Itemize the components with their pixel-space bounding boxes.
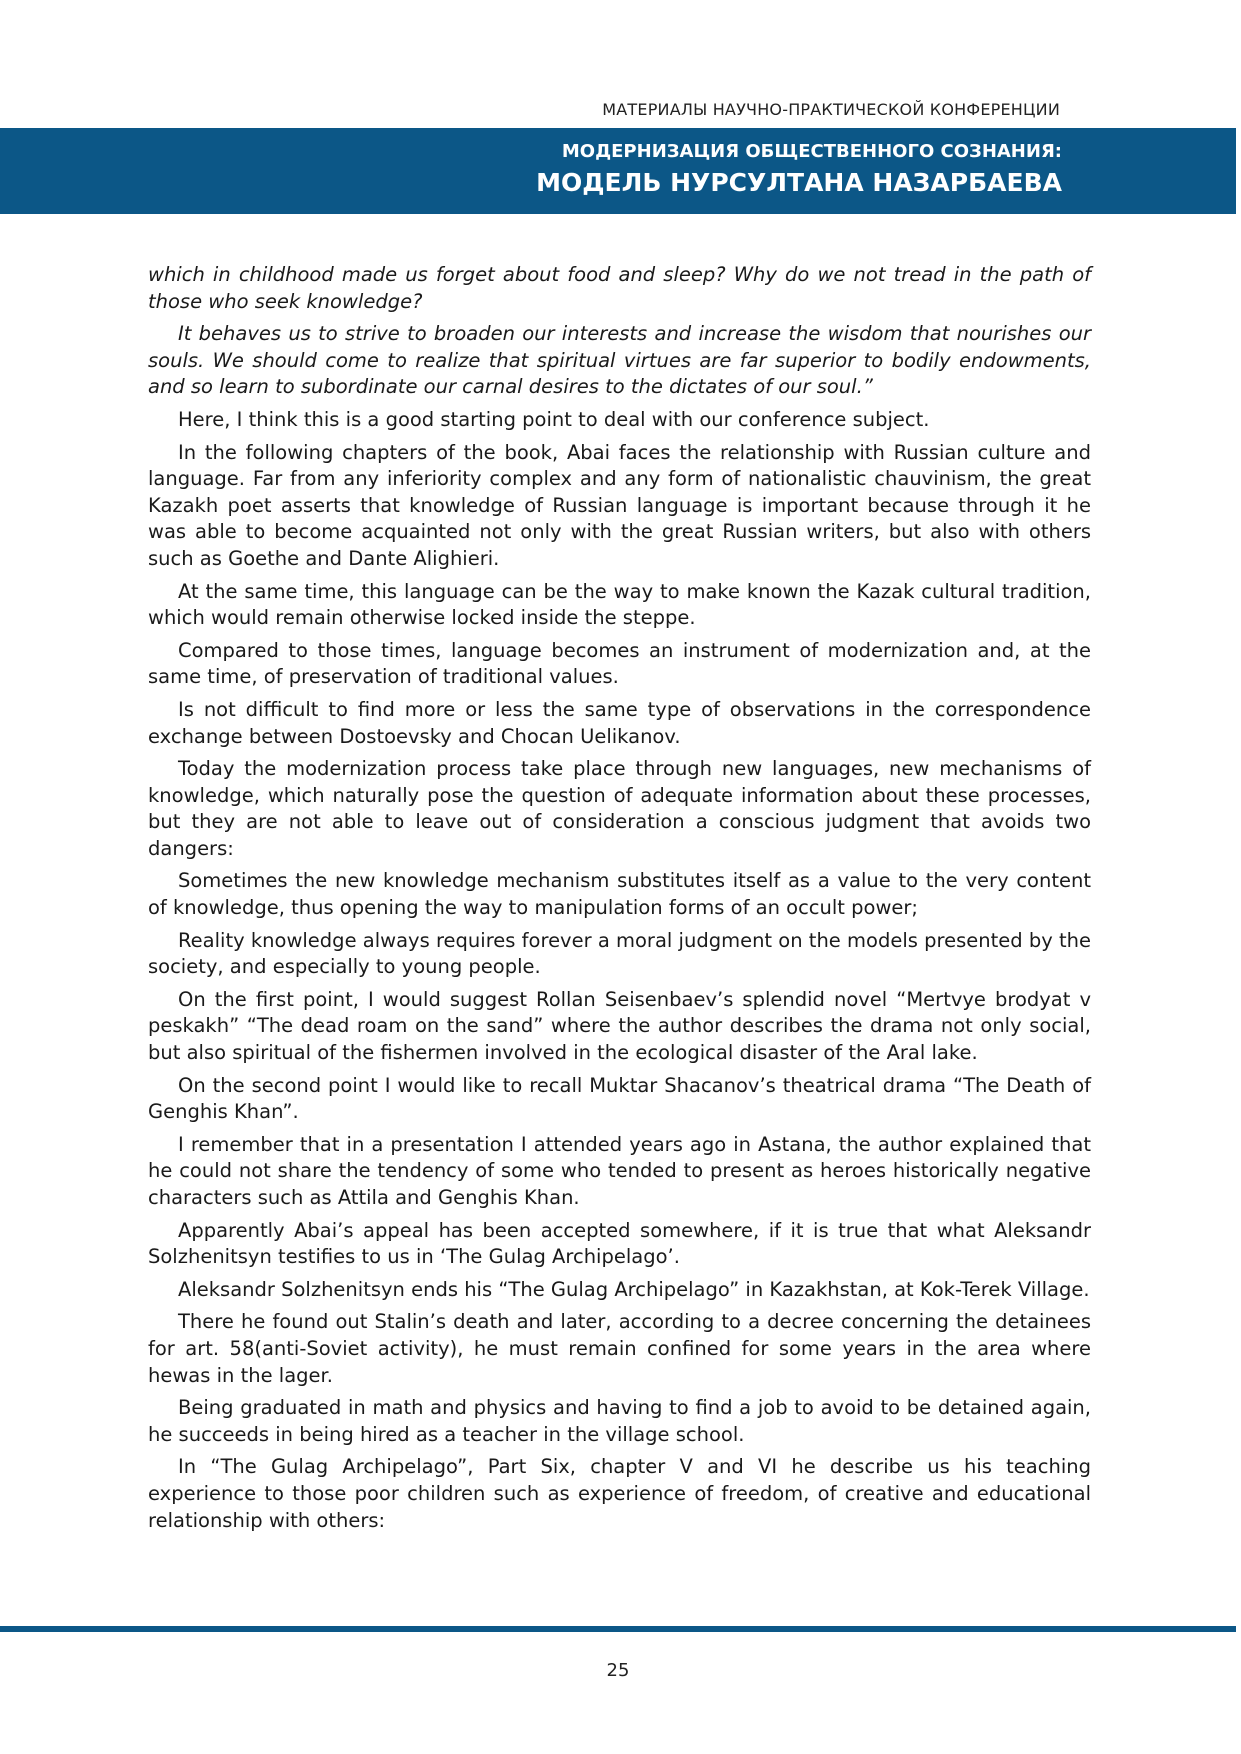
body-text — [148, 262, 1091, 1540]
paragraph: Today the modernization process take place through new languages, new mechanisms of knowledge, which naturally pose the question of adequate information about these processes, but they are not able to leave out of consideration a conscious judgment that avoids two dangers: — [148, 757, 1091, 860]
paragraph: There he found out Stalin’s death and later, according to a decree concerning the detainees for art. 58(anti-Soviet activity), he must remain confined for some years in the area where hewas in the lager. — [148, 1310, 1091, 1387]
paragraph: In the following chapters of the book, Abai faces the relationship with Russian culture and language. Far from any inferiority complex and any form of nationalistic chauvinism, the great Kazakh poet asserts that knowledge of Russian language is important because through it he was able to become acquainted not only with the great Russian writers, but also with others such as Goethe and Dante Alighieri. — [148, 440, 1091, 570]
paragraph: Here, I think this is a good starting point to deal with our conference subject. — [178, 407, 930, 431]
paragraph: On the second point I would like to recall Muktar Shacanov’s theatrical drama “The Death of Genghis Khan”. — [148, 1073, 1091, 1124]
page-number: 25 — [606, 1660, 630, 1681]
paragraph: which in childhood made us forget about food and sleep? Why do we not tread in the path of those who seek knowledge? — [148, 263, 1091, 313]
paragraph: Apparently Abai’s appeal has been accepted somewhere, if it is true that what Aleksandr Solzhenitsyn testifies to us in ‘The Gulag Archipelago’. — [148, 1218, 1091, 1269]
paragraph: Reality knowledge always requires forever a moral judgment on the models presented by the society, and especially to young people. — [148, 928, 1091, 979]
paragraph: Being graduated in math and physics and having to find a job to avoid to be detained again, he succeeds in being hired as a teacher in the village school. — [148, 1396, 1091, 1446]
paragraph: It behaves us to strive to broaden our interests and increase the wisdom that nourishes our souls. We should come to realize that spiritual virtues are far superior to bodily endowments, and so learn to subordinate our carnal desires to the dictates of our soul.” — [148, 322, 1091, 399]
conference-label: МАТЕРИАЛЫ НАУЧНО-ПРАКТИЧЕСКОЙ КОНФЕРЕНЦИИ — [602, 100, 1060, 119]
paragraph: I remember that in a presentation I attended years ago in Astana, the author explained that he could not share the tendency of some who tended to present as heroes historically negative characters such as Attila and Genghis Khan. — [148, 1132, 1091, 1209]
banner-title: МОДЕЛЬ НУРСУЛТАНА НАЗАРБАЕВА — [536, 168, 1062, 197]
paragraph: Sometimes the new knowledge mechanism substitutes itself as a value to the very content of knowledge, thus opening the way to manipulation forms of an occult power; — [148, 869, 1091, 920]
banner-subtitle: МОДЕРНИЗАЦИЯ ОБЩЕСТВЕННОГО СОЗНАНИЯ: — [561, 141, 1062, 162]
paragraph: Is not difficult to find more or less the same type of observations in the correspondence exchange between Dostoevsky and Chocan Uelikanov. — [148, 697, 1091, 748]
footer-divider — [0, 1626, 1236, 1632]
paragraph: In “The Gulag Archipelago”, Part Six, chapter V and VI he describe us his teaching experience to those poor children such as experience of freedom, of creative and educational relationship with others: — [148, 1455, 1091, 1532]
paragraph: At the same time, this language can be the way to make known the Kazak cultural tradition, which would remain otherwise locked inside the steppe. — [148, 579, 1091, 630]
paragraph: On the first point, I would suggest Rollan Seisenbaev’s splendid novel “Mertvye brodyat v peskakh” “The dead roam on the sand” where the author describes the drama not only social, but also spiritual of the fishermen involved in the ecological disaster of the Aral lake. — [148, 987, 1091, 1065]
paragraph: Compared to those times, language becomes an instrument of modernization and, at the same time, of preservation of traditional values. — [148, 638, 1091, 689]
paragraph: Aleksandr Solzhenitsyn ends his “The Gulag Archipelago” in Kazakhstan, at Kok-Terek Village. — [178, 1277, 1090, 1301]
header-banner — [0, 128, 1236, 214]
